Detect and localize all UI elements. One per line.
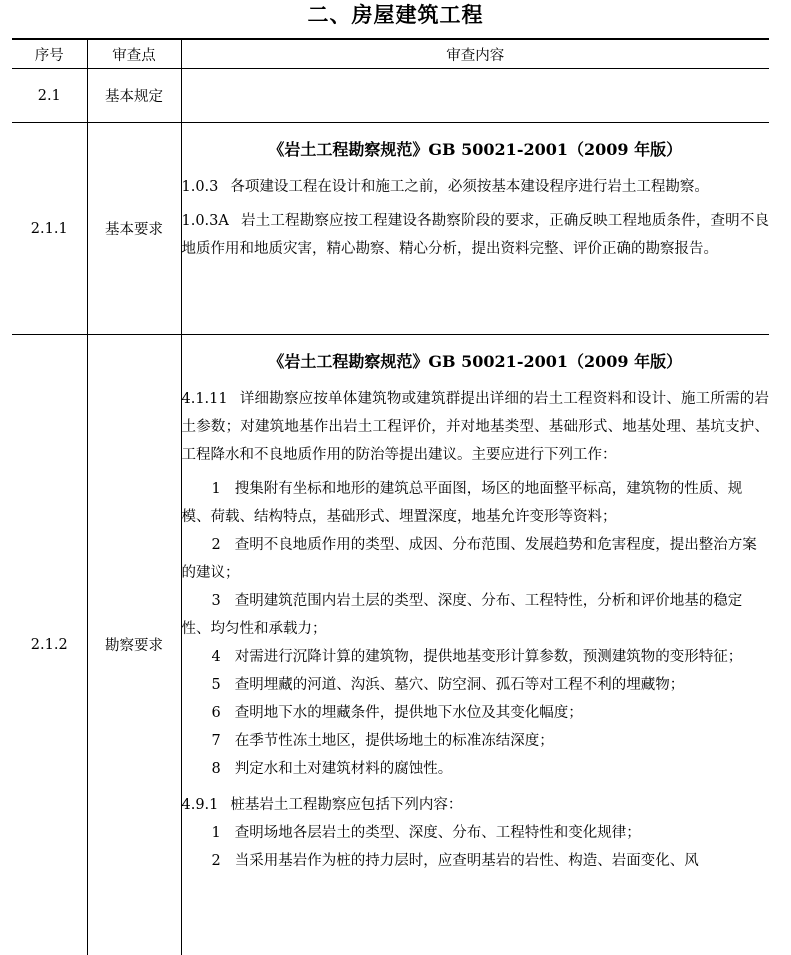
page-title: 二、房屋建筑工程: [307, 3, 484, 27]
clause-code: 4.9.1: [181, 797, 219, 813]
clause-code: 1.0.3: [181, 179, 219, 195]
item-number: 5: [211, 677, 221, 693]
item-text: 查明不良地质作用的类型、成因、分布范围、发展趋势和危害程度，提出整治方案的建议；: [181, 537, 757, 581]
row-point: 勘察要求: [87, 335, 181, 955]
clause-paragraph: [182, 385, 770, 469]
row-no: 2.1.1: [12, 123, 87, 335]
item-number: 4: [211, 649, 221, 665]
item-text: 判定水和土对建筑材料的腐蚀性。: [234, 761, 453, 777]
row-content: [181, 69, 769, 123]
header-content: 审查内容: [181, 39, 769, 69]
row-content: [181, 335, 769, 955]
list-item: [182, 475, 770, 531]
list-item: [182, 699, 770, 727]
standard-title: 《岩土工程勘察规范》GB 50021-2001（2009 年版）: [268, 140, 683, 159]
item-text: 对需进行沉降计算的建筑物，提供地基变形计算参数，预测建筑物的变形特征；: [234, 649, 743, 665]
item-number: 2: [211, 853, 221, 869]
item-text: 查明地下水的埋藏条件，提供地下水位及其变化幅度；: [234, 705, 583, 721]
item-text: 搜集附有坐标和地形的建筑总平面图，场区的地面整平标高，建筑物的性质、规模、荷载、结构特点，基础形式、埋置深度，地基允许变形等资料；: [181, 481, 743, 525]
clause-paragraph: [182, 207, 770, 263]
clause-text: 详细勘察应按单体建筑物或建筑群提出详细的岩土工程资料和设计、施工所需的岩土参数；对建筑地基作出岩土工程评价，并对地基类型、基础形式、地基处理、基坑支护、工程降水和不良地质作用的防治等提出建议。主要应进行下列工作：: [181, 391, 769, 463]
clause-paragraph: [182, 791, 770, 819]
item-number: 3: [211, 593, 221, 609]
list-item: [182, 755, 770, 783]
list-item: [182, 643, 770, 671]
row-point: 基本规定: [87, 69, 181, 123]
item-number: 7: [211, 733, 221, 749]
review-table: [12, 38, 769, 955]
header-no: 序号: [12, 39, 87, 69]
list-item: [182, 819, 770, 847]
item-number: 1: [211, 481, 221, 497]
clause-text: 各项建设工程在设计和施工之前，必须按基本建设程序进行岩土工程勘察。: [230, 179, 709, 195]
clause-paragraph: [182, 173, 770, 201]
list-item: [182, 847, 770, 875]
item-number: 8: [211, 761, 221, 777]
item-text: 在季节性冻土地区，提供场地土的标准冻结深度；: [234, 733, 554, 749]
table-row: [12, 335, 769, 955]
item-text: 查明埋藏的河道、沟浜、墓穴、防空洞、孤石等对工程不利的埋藏物；: [234, 677, 685, 693]
clause-code: 4.1.11: [181, 391, 228, 407]
list-item: [182, 531, 770, 587]
header-point: 审查点: [87, 39, 181, 69]
table-row: [12, 69, 769, 123]
standard-title: 《岩土工程勘察规范》GB 50021-2001（2009 年版）: [268, 352, 683, 371]
row-no: 2.1.2: [12, 335, 87, 955]
list-item: [182, 727, 770, 755]
clause-text: 岩土工程勘察应按工程建设各勘察阶段的要求，正确反映工程地质条件，查明不良地质作用和地质灾害，精心勘察、精心分析，提出资料完整、评价正确的勘察报告。: [181, 213, 769, 257]
row-point: 基本要求: [87, 123, 181, 335]
item-number: 6: [211, 705, 221, 721]
list-item: [182, 587, 770, 643]
row-no: 2.1: [12, 69, 87, 123]
clause-text: 桩基岩土工程勘察应包括下列内容：: [230, 797, 463, 813]
table-header-row: [12, 39, 769, 69]
item-text: 查明场地各层岩土的类型、深度、分布、工程特性和变化规律；: [234, 825, 641, 841]
item-text: 当采用基岩作为桩的持力层时，应查明基岩的岩性、构造、岩面变化、风: [234, 853, 699, 869]
row-content: [181, 123, 769, 335]
clause-code: 1.0.3A: [181, 213, 229, 229]
table-row: [12, 123, 769, 335]
list-item: [182, 671, 770, 699]
item-number: 2: [211, 537, 221, 553]
item-number: 1: [211, 825, 221, 841]
item-text: 查明建筑范围内岩土层的类型、深度、分布、工程特性，分析和评价地基的稳定性、均匀性和承载力；: [181, 593, 743, 637]
